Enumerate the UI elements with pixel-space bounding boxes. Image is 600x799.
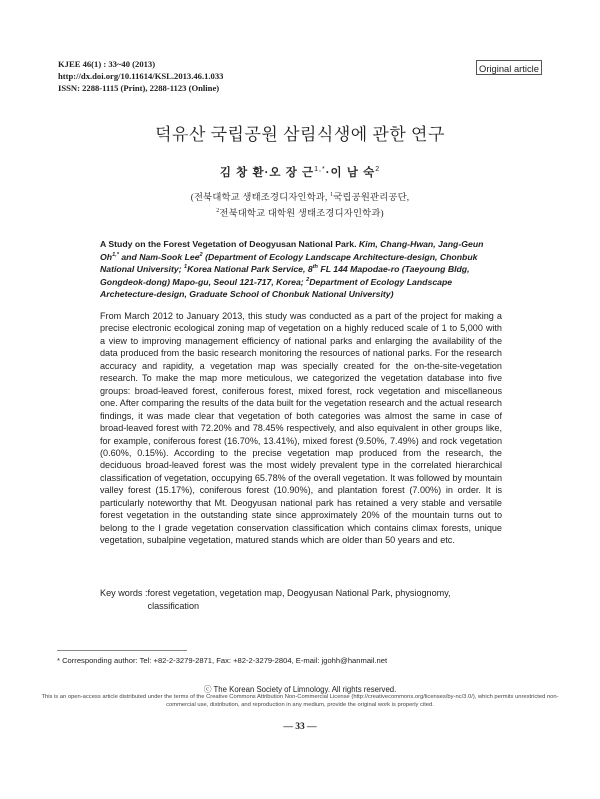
author-superscript: 1,* [314,166,326,174]
affiliation-superscript: 1 [184,264,188,271]
affiliation-text: 국립공원관리공단, [333,193,410,203]
author-separator: · [264,167,270,179]
journal-meta [58,58,388,94]
author-superscript: 2 [375,166,381,174]
affiliation-text: FL 144 Mapodae-ro (Taeyoung Bldg, Gongdeok-dong) Mapo-gu, Seoul 121-717, Korea; [100,264,470,287]
keywords-label: Key words : [100,588,148,598]
author-name: 이 남 숙 [330,167,376,179]
affiliation-text: Department of Ecology Landscape Archetecture-design, Graduate School of Chonbuk National University) [100,276,453,300]
affiliation-text: 전북대학교 대학원 생태조경디자인학과) [219,209,384,219]
keywords-list: forest vegetation, vegetation map, Deogyusan National Park, physiognomy, classification [147,588,451,611]
author-separator: · [325,167,331,179]
author-names: and Nam-Sook Lee [118,251,200,262]
affiliation-text: Korea National Park Service, 8 [187,264,313,275]
author-names: Kim, Chang-Hwan, Jang-Geun Oh [100,239,484,262]
affiliation-korean-line-1 [0,189,600,203]
author-name: 김 창 환 [219,167,265,179]
journal-citation: KJEE 46(1) : 33~40 (2013) [58,59,156,69]
affiliation-superscript: 1 [330,191,334,198]
author-superscript: 1,* [112,251,119,258]
keywords [100,587,502,612]
author-name: 오 장 근 [269,167,315,179]
paper-title-korean: 덕유산 국립공원 삼림식생에 관한 연구 [155,125,445,144]
doi-link[interactable]: http://dx.doi.org/10.11614/KSL.2013.46.1.033 [58,71,224,81]
abstract-text: From March 2012 to January 2013, this study was conducted as a part of the project for making a precise electronic ecological zoning map of vegetation on a highly reduced scale of 1 to 5,000 with a view to improving management efficiency of national parks and enlarging the availability of the data produced from the basic research monitoring the resources of national parks. For the research accuracy and rapidity, a vegetation map was specially created for the on-the-site-vegetation research. To make the map more meticulous, we categorized the vegetation database into five groups: broad-leaved forest, coniferous forest, mixed forest, rock vegetation and miscellaneous one. After comparing the results of the data built for the vegetation research and the actual research findings, it was made clear that vegetation of both categories was almost the same in case of broad-leaved forest with 72.20% and 78.45% respectively, and also equivalent in other groups like, for example, coniferous forest (16.70%, 13.41%), mixed forest (9.50%, 7.49%) and rock vegetation (0.60%, 0.15%). According to the precise vegetation map produced from the research, the deciduous broad-leaved forest was the most widely prevalent type in the correlated hierarchical classification of vegetation, occupying 65.78% of the overall vegetation. It was followed by mountain valley forest (15.17%), coniferous forest (10.90%), and plantation forest (7.00%) in order. It is particularly noteworthy that Mt. Deogyusan national park has retained a very stable and versatile forest vegetation in the outstanding state since approximately 20% of the mountain turns out to belong to the I grade vegetation conservation classification which contains climax forests, unique vegetation, subalpine vegetation, matured stands which are older than 50 years and etc. [100,311,502,546]
authors-korean [0,164,600,180]
article-type-badge: Original article [476,60,542,75]
abstract [100,310,502,547]
footnote-divider [57,650,187,651]
english-title: A Study on the Forest Vegetation of Deogyusan National Park. [100,239,357,249]
corresponding-author-footnote: * Corresponding author: Tel: +82-2-3279-2871, Fax: +82-2-3279-2804, E-mail: jgohh@hanmail.net [57,656,388,665]
issn: ISSN: 2288-1115 (Print), 2288-1123 (Online) [58,83,220,93]
affiliation-text: (전북대학교 생태조경디자인학과, [190,193,331,203]
ordinal-superscript: th [312,264,318,271]
author-superscript: 2 [199,251,203,258]
affiliation-korean-line-2 [0,205,600,219]
license-notice: This is an open-access article distributed under the terms of the Creative Commons Attribution Non-Commercial License (http://creativecommons.org/licenses/by-nc/3.0/), which permits unrestricted non-commercial use, distribution, and reproduction in any medium, provide the original work is properly cited. [41,694,559,709]
affiliation-text: (Department of Ecology Landscape Architecture-design, Chonbuk National University; [100,251,478,275]
page-number: — 33 — [283,722,317,732]
affiliation-superscript: 2 [216,207,220,214]
english-header [100,238,502,301]
affiliation-superscript: 2 [306,276,310,283]
copyright-notice: ⓒ The Korean Society of Limnology. All rights reserved. [203,685,397,694]
